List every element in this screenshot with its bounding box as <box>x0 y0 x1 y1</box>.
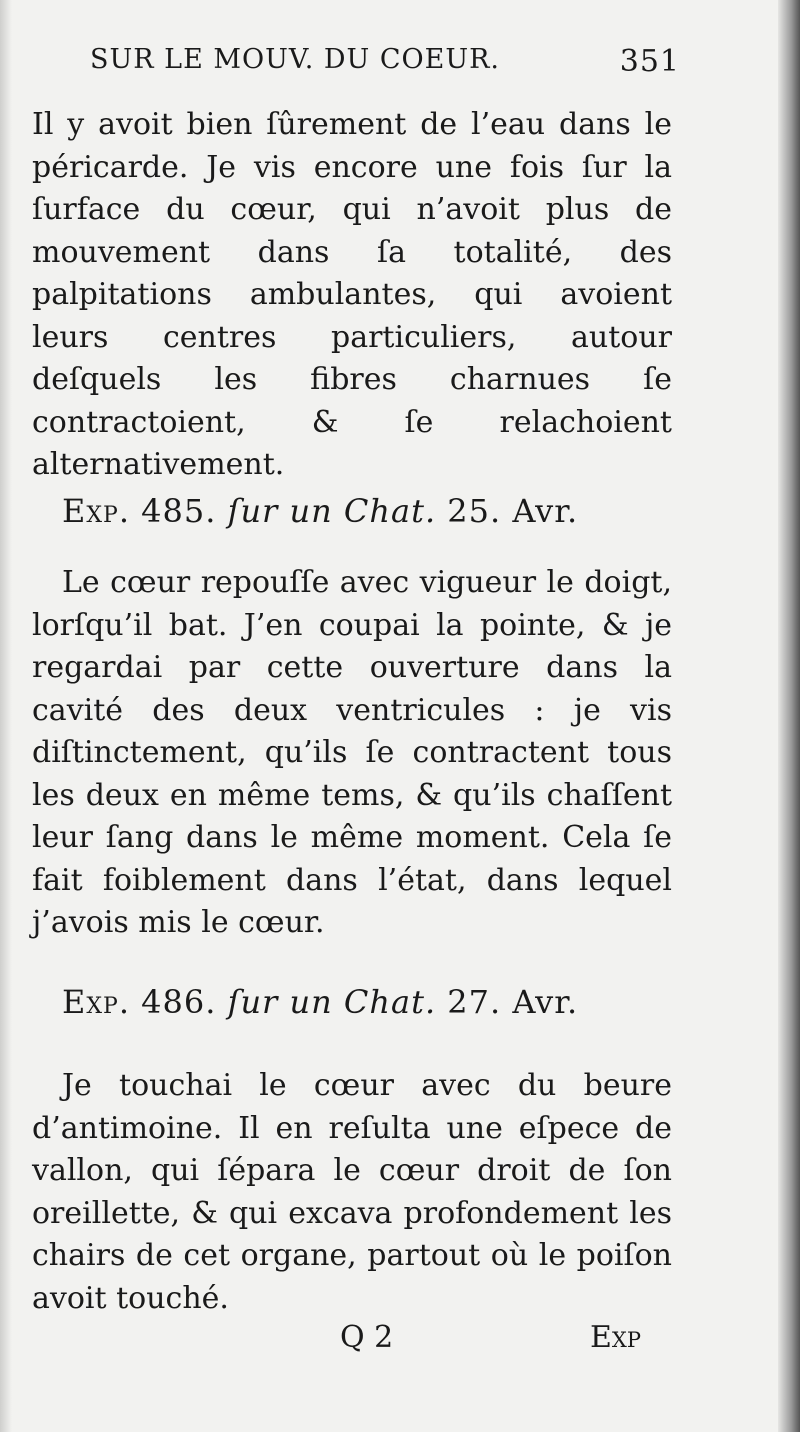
signature-mark: Q 2 <box>340 1320 394 1355</box>
experiment-subject: ſur un Chat. <box>227 492 437 530</box>
page-edge-shadow <box>778 0 800 1432</box>
paragraph-text: Le cœur repouſſe avec vigueur le doigt, lorſqu’il bat. J’en coupai la pointe, & je regardai par cette ouverture dans la cavité des deux ventricules : je vis diſtinctement, qu’ils ſe contractent tous les deux en même tems, & qu’ils chaſſent leur ſang dans le même moment. Cela ſe fait foiblement dans l’état, dans lequel j’avois mis le cœur. <box>32 565 672 940</box>
experiment-heading-485 <box>62 492 578 530</box>
paragraph-experiment-486 <box>32 1065 672 1320</box>
experiment-label: Exp. <box>62 492 130 530</box>
catchword: Exp <box>590 1320 641 1355</box>
experiment-subject: ſur un Chat. <box>227 983 437 1021</box>
page-gutter-shadow <box>0 0 12 1432</box>
experiment-label: Exp. <box>62 983 130 1021</box>
experiment-heading-486 <box>62 983 578 1021</box>
page-footer <box>0 1320 800 1370</box>
experiment-number: 485. <box>141 492 217 530</box>
paragraph-continued <box>32 104 672 487</box>
running-header <box>90 44 680 88</box>
paragraph-experiment-485 <box>32 562 672 945</box>
paragraph-text: Je touchai le cœur avec du beure d’antimoine. Il en reſulta une eſpece de vallon, qui ſépara le cœur droit de ſon oreillette, & qui excava profondement les chairs de cet organe, partout où le poiſon avoit touché. <box>32 1068 672 1316</box>
paragraph-text: Il y avoit bien ſûrement de l’eau dans le péricarde. Je vis encore une fois ſur la ſurface du cœur, qui n’avoit plus de mouvement dans ſa totalité, des palpitations ambulantes, qui avoient leurs centres particuliers, autour deſquels les fibres charnues ſe contractoient, & ſe relachoient alternativement. <box>32 107 672 482</box>
experiment-number: 486. <box>141 983 217 1021</box>
experiment-date: 25. Avr. <box>447 492 579 530</box>
page-number: 351 <box>619 44 680 79</box>
experiment-date: 27. Avr. <box>447 983 579 1021</box>
running-title: SUR LE MOUV. DU COEUR. <box>90 44 501 75</box>
